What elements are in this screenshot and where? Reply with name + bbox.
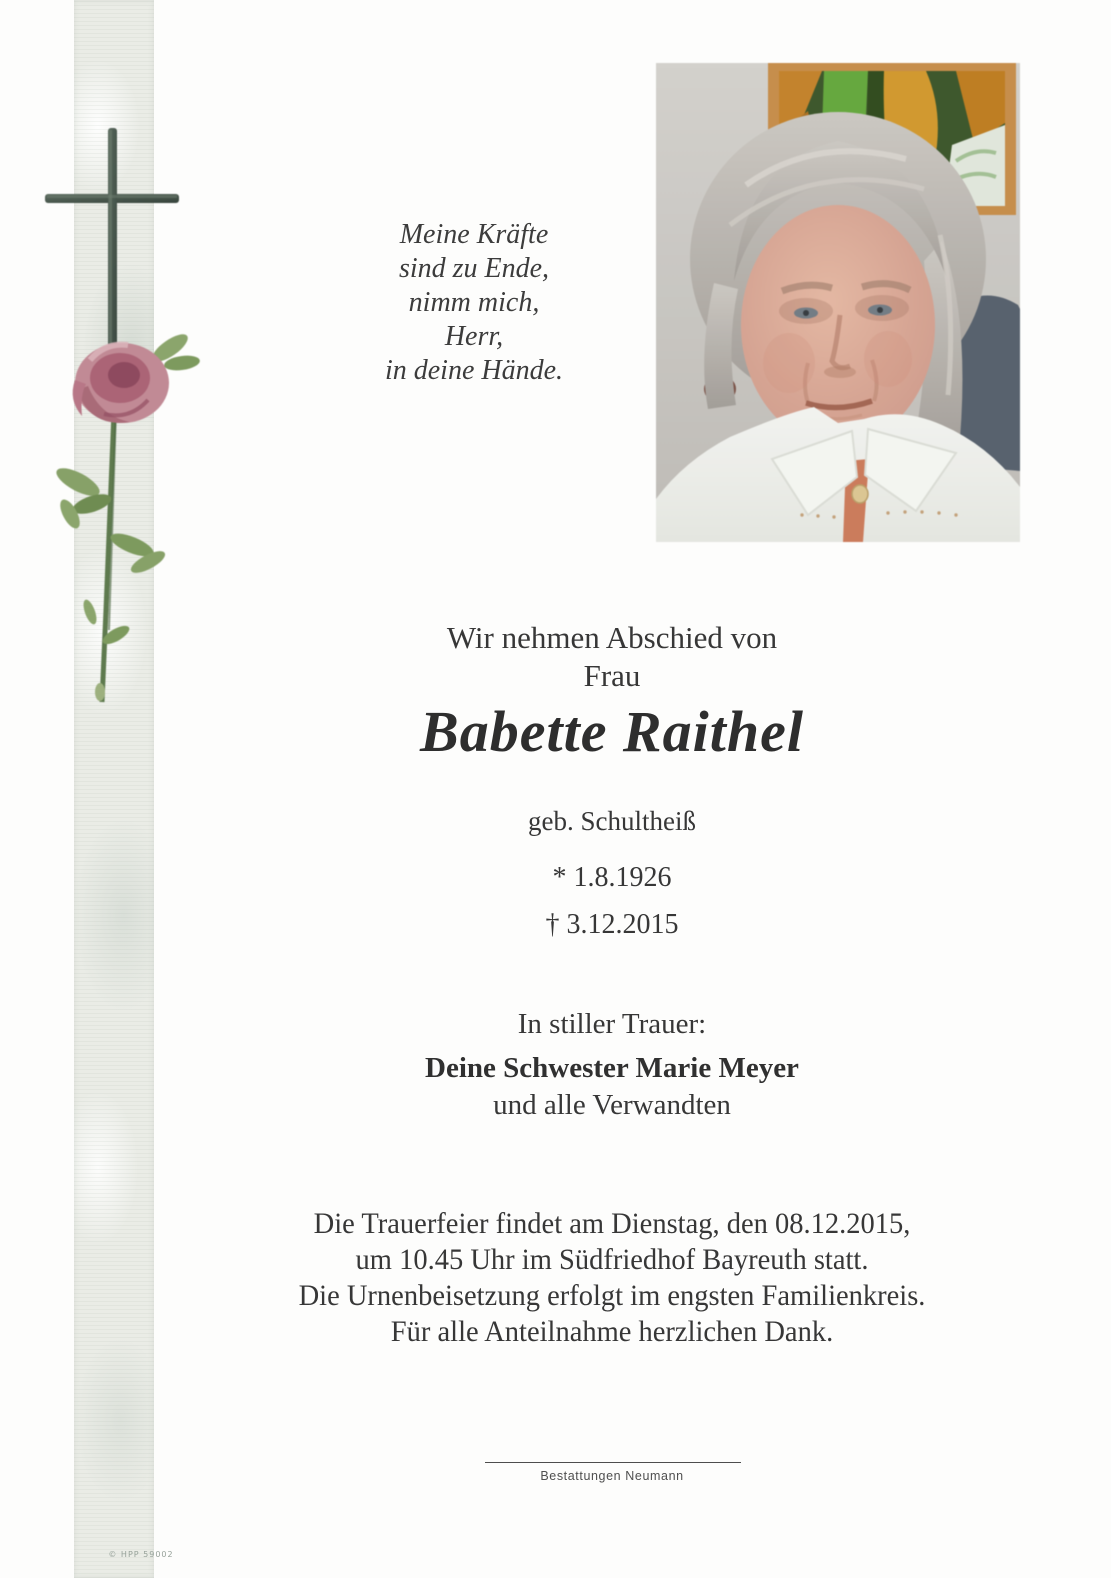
mourner-relatives: und alle Verwandten [493,1089,731,1121]
footer-divider [485,1462,741,1463]
quote-line: sind zu Ende, [398,253,550,284]
memorial-quote [274,218,674,388]
quote-line: in deine Hände. [384,355,564,386]
quote-line: nimm mich, [408,287,540,318]
quote-line: Meine Kräfte [399,219,549,250]
rose-icon [73,343,169,423]
farewell-intro: Wir nehmen Abschied von [446,620,778,655]
portrait-photo [656,63,1020,542]
mourner-name: Deine Schwester Marie Meyer [425,1052,799,1084]
funeral-info-line: Die Trauerfeier findet am Dienstag, den 08.12.2015, [313,1207,911,1240]
print-code: © HPP 59002 [108,1550,174,1559]
funeral-info-line: um 10.45 Uhr im Südfriedhof Bayreuth statt. [355,1243,869,1276]
birth-date: * 1.8.1926 [552,862,672,893]
deceased-name: Babette Raithel [420,699,804,764]
quote-line: Herr, [444,321,504,352]
funeral-info-line: Für alle Anteilnahme herzlichen Dank. [390,1315,834,1348]
funeral-home-name: Bestattungen Neumann [540,1469,684,1483]
salutation-frau: Frau [583,658,641,693]
maiden-name: geb. Schultheiß [528,806,696,836]
mourning-header: In stiller Trauer: [517,1008,707,1040]
funeral-info-line: Die Urnenbeisetzung erfolgt im engsten Familienkreis. [298,1279,926,1312]
funeral-info [138,1206,1086,1350]
death-date: † 3.12.2015 [545,909,679,940]
